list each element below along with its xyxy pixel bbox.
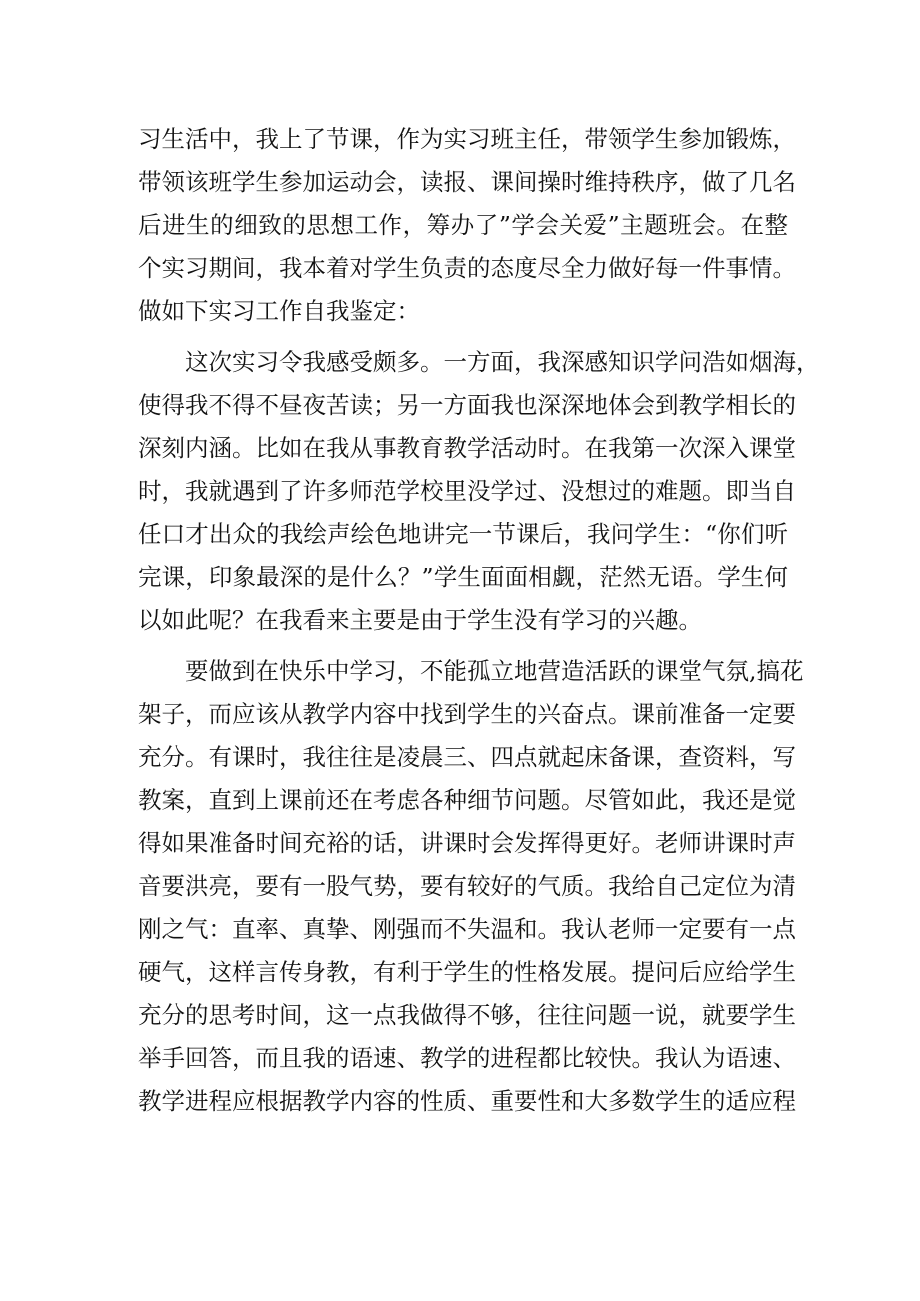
text-line: 得如果准备时间充裕的话，讲课时会发挥得更好。老师讲课时声 <box>138 829 796 857</box>
text-line: 教学进程应根据教学内容的性质、重要性和大多数学生的适应程 <box>138 1087 796 1115</box>
text-line: 后进生的细致的思想工作，筹办了”学会关爱”主题班会。在整 <box>138 211 788 239</box>
text-line: 以如此呢？在我看来主要是由于学生没有学习的兴趣。 <box>138 606 702 634</box>
text-line: 这次实习令我感受颇多。一方面，我深感知识学问浩如烟海， <box>138 348 820 376</box>
text-line: 个实习期间，我本着对学生负责的态度尽全力做好每一件事情。 <box>138 254 796 282</box>
text-line: 举手回答，而且我的语速、教学的进程都比较快。我认为语速、 <box>138 1044 796 1072</box>
text-line: 要做到在快乐中学习，不能孤立地营造活跃的课堂气氛,搞花 <box>138 657 804 685</box>
text-line: 音要洪亮，要有一股气势，要有较好的气质。我给自己定位为清 <box>138 872 796 900</box>
text-line: 完课，印象最深的是什么？”学生面面相觑，茫然无语。学生何 <box>138 563 788 591</box>
text-line: 教案，直到上课前还在考虑各种细节问题。尽管如此，我还是觉 <box>138 786 796 814</box>
text-line: 做如下实习工作自我鉴定： <box>138 297 420 325</box>
text-line: 刚之气：直率、真挚、刚强而不失温和。我认老师一定要有一点 <box>138 915 796 943</box>
text-line: 充分的思考时间，这一点我做得不够，往往问题一说，就要学生 <box>138 1001 796 1029</box>
text-line: 深刻内涵。比如在我从事教育教学活动时。在我第一次深入课堂 <box>138 434 796 462</box>
text-line: 时，我就遇到了许多师范学校里没学过、没想过的难题。即当自 <box>138 477 796 505</box>
text-line: 架子，而应该从教学内容中找到学生的兴奋点。课前准备一定要 <box>138 700 796 728</box>
text-line: 带领该班学生参加运动会，读报、课间操时维持秩序，做了几名 <box>138 168 796 196</box>
text-line: 任口才出众的我绘声绘色地讲完一节课后，我问学生：“你们听 <box>138 520 788 548</box>
text-line: 习生活中，我上了节课，作为实习班主任，带领学生参加锻炼， <box>138 125 796 153</box>
text-line: 充分。有课时，我往往是凌晨三、四点就起床备课，查资料，写 <box>138 743 796 771</box>
document-body <box>138 118 820 1123</box>
text-line: 硬气，这样言传身教，有利于学生的性格发展。提问后应给学生 <box>138 958 796 986</box>
text-line: 使得我不得不昼夜苦读；另一方面我也深深地体会到教学相长的 <box>138 391 796 419</box>
